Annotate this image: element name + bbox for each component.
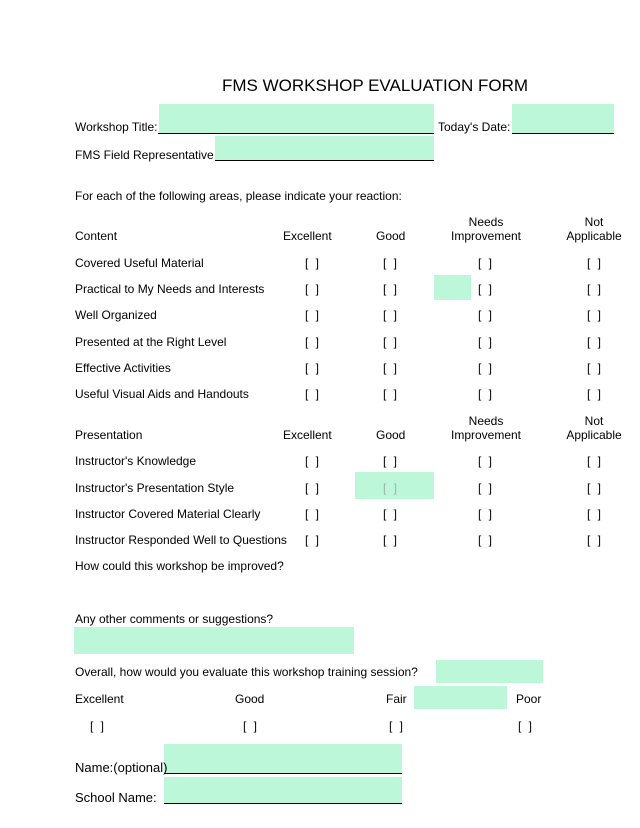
checkbox-good[interactable]: [ ] [382,361,399,375]
todays-date-underline [512,133,614,134]
checkbox-excellent[interactable]: [ ] [304,256,321,270]
col-na-line2: Applicable [566,229,622,243]
checkbox-not-applicable[interactable]: [ ] [586,282,603,296]
improve-question: How could this workshop be improved? [75,559,284,573]
presentation-heading: Presentation [75,428,143,442]
checkbox-good[interactable]: [ ] [382,308,399,322]
row-label: Practical to My Needs and Interests [75,282,265,296]
checkbox-good[interactable]: [ ] [382,335,399,349]
row-label: Instructor's Knowledge [75,454,197,468]
checkbox-needs-improvement[interactable]: [ ] [477,335,494,349]
workshop-title-field[interactable] [159,104,434,133]
checkbox-needs-improvement[interactable]: [ ] [477,533,494,547]
checkbox-excellent[interactable]: [ ] [304,282,321,296]
checkbox-not-applicable[interactable]: [ ] [586,335,603,349]
row-label: Effective Activities [75,361,171,375]
field-rep-label: FMS Field Representative [75,148,214,162]
col-needs-line2: Improvement [450,229,522,243]
field-rep-field[interactable] [215,136,434,161]
checkbox-excellent[interactable]: [ ] [304,361,321,375]
checkbox-not-applicable[interactable]: [ ] [586,507,603,521]
checkbox-needs-improvement[interactable]: [ ] [477,361,494,375]
col-needs-improvement [436,414,536,442]
instructions: For each of the following areas, please indicate your reaction: [75,189,402,203]
checkbox-good[interactable]: [ ] [382,454,399,468]
col-needs-line1: Needs [468,215,504,229]
checkbox-not-applicable[interactable]: [ ] [586,308,603,322]
row-label: Useful Visual Aids and Handouts [75,387,249,401]
form-title: FMS WORKSHOP EVALUATION FORM [222,76,529,95]
checkbox-good[interactable]: [ ] [382,481,399,495]
col-needs-line1: Needs [468,414,504,428]
checkbox-not-applicable[interactable]: [ ] [586,361,603,375]
checkbox-not-applicable[interactable]: [ ] [586,387,603,401]
row-label: Instructor Covered Material Clearly [75,507,261,521]
checkbox-needs-improvement[interactable]: [ ] [477,507,494,521]
row-label: Well Organized [75,308,157,322]
checkbox-not-applicable[interactable]: [ ] [586,256,603,270]
col-good: Good [376,229,406,243]
checkbox-not-applicable[interactable]: [ ] [586,481,603,495]
checkbox-needs-improvement[interactable]: [ ] [477,387,494,401]
school-name-underline [164,803,402,804]
checkbox-not-applicable[interactable]: [ ] [586,454,603,468]
checkbox-excellent[interactable]: [ ] [304,308,321,322]
checkbox-needs-improvement[interactable]: [ ] [477,454,494,468]
checkbox-good[interactable]: [ ] [382,387,399,401]
name-underline [164,773,402,774]
col-na-line1: Not [584,215,604,229]
col-needs-improvement [436,215,536,243]
checkbox-excellent[interactable]: [ ] [304,387,321,401]
checkbox-not-applicable[interactable]: [ ] [586,533,603,547]
comments-question: Any other comments or suggestions? [75,612,274,626]
school-name-label: School Name: [75,790,157,805]
name-label: Name:(optional) [75,760,168,775]
checkbox-excellent[interactable]: [ ] [304,507,321,521]
col-not-applicable [560,414,628,442]
todays-date-field[interactable] [512,104,614,133]
checkbox-excellent[interactable]: [ ] [304,454,321,468]
checkbox-needs-improvement[interactable]: [ ] [477,282,494,296]
row-label: Instructor's Presentation Style [75,481,235,495]
col-not-applicable [560,215,628,243]
todays-date-label: Today's Date: [438,120,511,134]
overall-field[interactable] [436,660,543,683]
overall-checkbox-poor[interactable]: [ ] [517,719,534,733]
checkbox-excellent[interactable]: [ ] [304,481,321,495]
col-excellent: Excellent [283,428,332,442]
school-name-field[interactable] [164,777,402,804]
checkbox-needs-improvement[interactable]: [ ] [477,308,494,322]
row-label: Covered Useful Material [75,256,204,270]
checkbox-excellent[interactable]: [ ] [304,533,321,547]
checkbox-needs-improvement[interactable]: [ ] [477,481,494,495]
col-needs-line2: Improvement [450,428,522,442]
comments-field[interactable] [74,627,354,654]
checkbox-good[interactable]: [ ] [382,282,399,296]
col-good: Good [376,428,406,442]
overall-option-fair: Fair [386,692,407,706]
checkbox-good[interactable]: [ ] [382,507,399,521]
workshop-title-label: Workshop Title: [75,120,158,134]
checkbox-good[interactable]: [ ] [382,256,399,270]
workshop-title-underline [158,133,434,134]
col-excellent: Excellent [283,229,332,243]
overall-question: Overall, how would you evaluate this workshop training session? [75,665,418,679]
name-field[interactable] [164,744,402,774]
field-rep-underline [215,160,434,161]
row-label: Instructor Responded Well to Questions [75,533,287,547]
checkbox-excellent[interactable]: [ ] [304,335,321,349]
overall-checkbox-excellent[interactable]: [ ] [89,719,106,733]
checkbox-good[interactable]: [ ] [382,533,399,547]
overall-option-poor: Poor [516,692,542,706]
overall-option-good: Good [235,692,265,706]
row-label: Presented at the Right Level [75,335,227,349]
col-na-line2: Applicable [566,428,622,442]
col-na-line1: Not [584,414,604,428]
content-heading: Content [75,229,118,243]
fair-field[interactable] [414,686,507,709]
overall-checkbox-good[interactable]: [ ] [242,719,259,733]
overall-option-excellent: Excellent [75,692,124,706]
checkbox-needs-improvement[interactable]: [ ] [477,256,494,270]
overall-checkbox-fair[interactable]: [ ] [388,719,405,733]
